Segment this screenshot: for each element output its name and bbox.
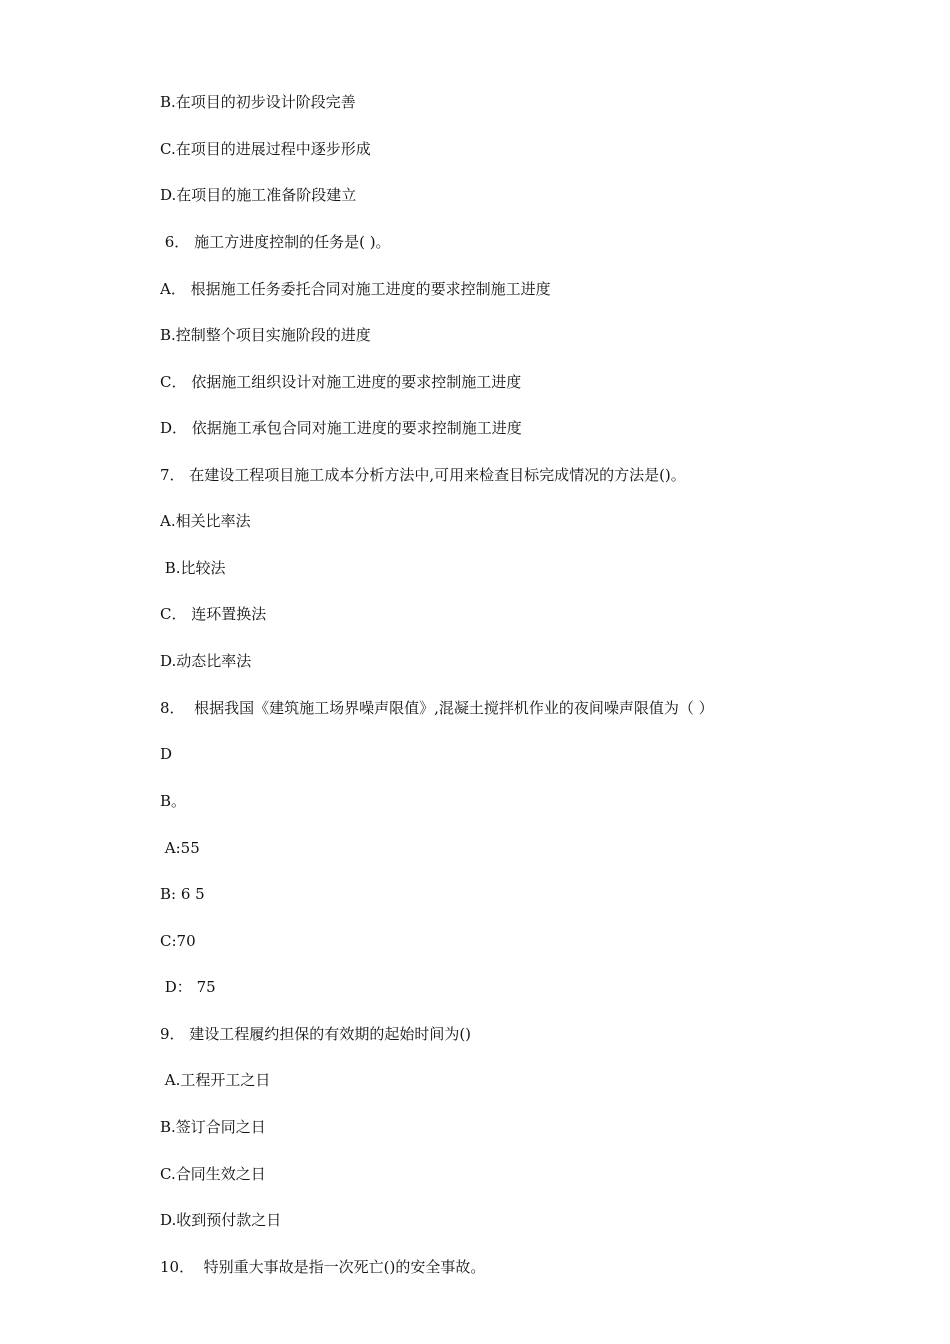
option-9a: A.工程开工之日 [160,1071,271,1089]
option-8d: D： 75 [160,978,216,996]
option-8b: B: 6 5 [160,885,205,903]
option-5c: C.在项目的进展过程中逐步形成 [160,140,371,158]
option-6b: B.控制整个项目实施阶段的进度 [160,326,371,344]
stray-text-b: B。 [160,792,187,810]
question-7: 7． 在建设工程项目施工成本分析方法中,可用来检查目标完成情况的方法是()。 [160,466,686,484]
option-8a: A:55 [160,839,200,857]
option-6c: C． 依据施工组织设计对施工进度的要求控制施工进度 [160,373,522,391]
option-7c: C． 连环置换法 [160,605,267,623]
question-9: 9． 建设工程履约担保的有效期的起始时间为() [160,1025,472,1043]
option-5d: D.在项目的施工准备阶段建立 [160,186,357,204]
option-7a: A.相关比率法 [160,512,251,530]
question-8: 8． 根据我国《建筑施工场界噪声限值》,混凝土搅拌机作业的夜间噪声限值为（ ） [160,699,714,717]
option-9d: D.收到预付款之日 [160,1211,282,1229]
stray-text-d: D [160,745,173,763]
option-6a: A． 根据施工任务委托合同对施工进度的要求控制施工进度 [160,280,551,298]
option-7b: B.比较法 [160,559,226,577]
question-10: 10． 特别重大事故是指一次死亡()的安全事故。 [160,1258,486,1276]
option-5b: B.在项目的初步设计阶段完善 [160,93,356,111]
option-8c: C:70 [160,932,196,950]
question-6: 6． 施工方进度控制的任务是( )。 [160,233,391,251]
option-7d: D.动态比率法 [160,652,252,670]
option-9c: C.合同生效之日 [160,1165,266,1183]
option-6d: D． 依据施工承包合同对施工进度的要求控制施工进度 [160,419,522,437]
option-9b: B.签订合同之日 [160,1118,266,1136]
